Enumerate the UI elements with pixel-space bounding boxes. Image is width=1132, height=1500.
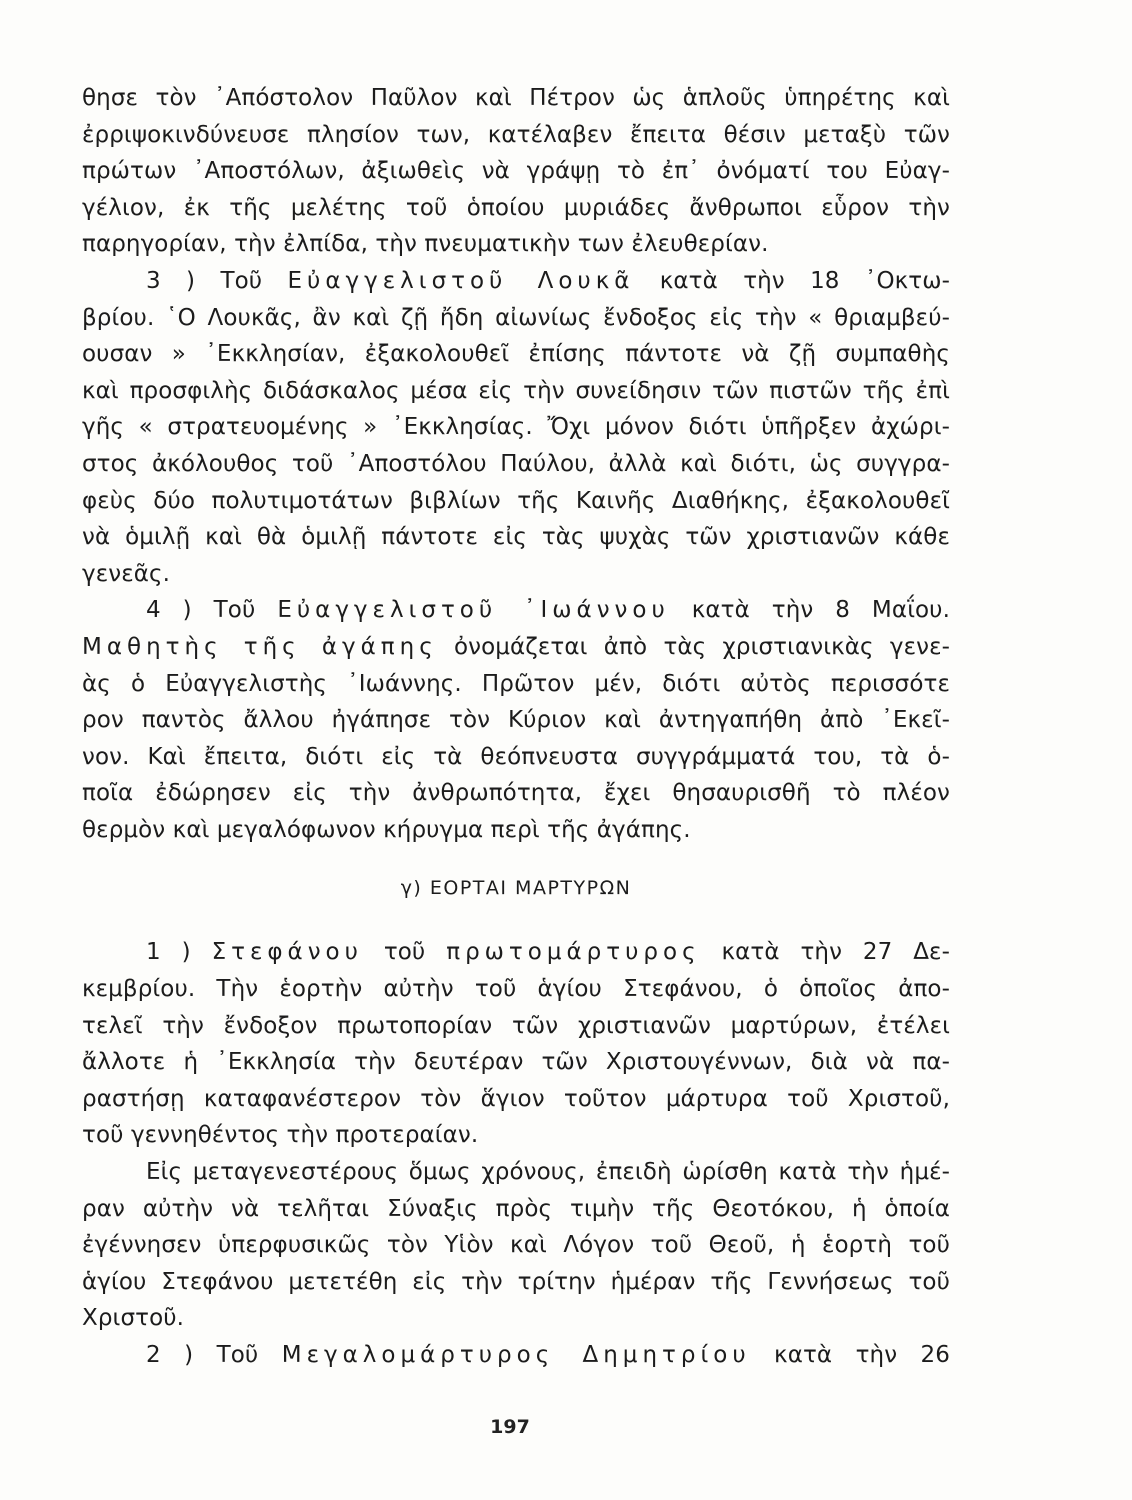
item-heading-demetrius bbox=[82, 1337, 950, 1374]
text-line: γέλιον, ἐκ τῆς μελέτης τοῦ ὁποίου μυριάδες ἄνθρωποι εὗρον τὴν bbox=[82, 194, 950, 221]
text-line: καὶ προσφιλὴς διδάσκαλος μέσα εἰς τὴν συνείδησιν τῶν πιστῶν τῆς ἐπὶ bbox=[82, 377, 950, 404]
text-line: βρίου. ῾Ο Λουκᾶς, ἂν καὶ ζῇ ἤδη αἰωνίως ἔνδοξος εἰς τὴν « θριαμβεύ- bbox=[82, 304, 950, 331]
paragraph-stephen-later bbox=[82, 1154, 950, 1337]
text-line: γενεᾶς. bbox=[82, 560, 170, 587]
text-line: ρον παντὸς ἄλλου ἠγάπησε τὸν Κύριον καὶ ἀντηγαπήθη ἀπὸ ᾿Εκεῖ- bbox=[82, 707, 950, 734]
item-heading-luke bbox=[82, 263, 950, 300]
item-word: Τοῦ bbox=[220, 267, 263, 294]
text-line: ἁγίου Στεφάνου μετετέθη εἰς τὴν τρίτην ἡμέραν τῆς Γεννήσεως τοῦ bbox=[82, 1268, 950, 1295]
item-rest: κατὰ τὴν 8 Μαΐου. bbox=[691, 597, 950, 624]
paragraph-john bbox=[82, 592, 950, 848]
text-line: Χριστοῦ. bbox=[82, 1305, 185, 1332]
text-line: θησε τὸν ᾿Απόστολον Παῦλον καὶ Πέτρον ὡς ἁπλοῦς ὑπηρέτης καὶ bbox=[82, 85, 950, 111]
text-line: ὰς ὁ Εὐαγγελιστὴς ᾿Ιωάννης. Πρῶτον μέν, διότι αὐτὸς περισσότε bbox=[82, 670, 950, 697]
text-line: ουσαν » ᾿Εκκλησίαν, ἐξακολουθεῖ ἐπίσης πάντοτε νὰ ζῇ συμπαθὴς bbox=[82, 341, 950, 368]
item-number: 4 ) bbox=[146, 597, 192, 624]
text-line: ἐγέννησεν ὑπερφυσικῶς τὸν Υἱὸν καὶ Λόγον τοῦ Θεοῦ, ἡ ἑορτὴ τοῦ bbox=[82, 1232, 950, 1259]
text-line: ραν αὐτὴν νὰ τελῆται Σύναξις πρὸς τιμὴν τῆς Θεοτόκου, ἡ ὁποία bbox=[82, 1195, 950, 1222]
item-name: Εὐαγγελιστοῦ Λουκᾶ bbox=[287, 267, 635, 294]
text-line: παρηγορίαν, τὴν ἐλπίδα, τὴν πνευματικὴν των ἐλευθερίαν. bbox=[82, 231, 769, 258]
item-name: Εὐαγγελιστοῦ ᾿Ιωάννου bbox=[277, 597, 670, 624]
item-rest: κατὰ τὴν 27 Δε- bbox=[721, 939, 950, 966]
item-title: πρωτομάρτυρος bbox=[446, 939, 701, 966]
item-name: Μεγαλομάρτυρος Δημητρίου bbox=[281, 1342, 751, 1368]
text-line: κεμβρίου. Τὴν ἑορτὴν αὐτὴν τοῦ ἁγίου Στεφάνου, ὁ ὁποῖος ἀπο- bbox=[82, 976, 950, 1003]
paragraph-stephen bbox=[82, 934, 950, 1154]
page-body bbox=[82, 80, 950, 1374]
paragraph-luke bbox=[82, 263, 950, 592]
text-line: Εἰς μεταγενεστέρους ὅμως χρόνους, ἐπειδὴ ὡρίσθη κατὰ τὴν ἡμέ- bbox=[146, 1159, 950, 1186]
text-line: νὰ ὁμιλῇ καὶ θὰ ὁμιλῇ πάντοτε εἰς τὰς ψυχὰς τῶν χριστιανῶν κάθε bbox=[82, 524, 950, 551]
text-line: ραστήσῃ καταφανέστερον τὸν ἅγιον τοῦτον μάρτυρα τοῦ Χριστοῦ, bbox=[82, 1085, 950, 1112]
paragraph-apostle-continuation bbox=[82, 80, 950, 263]
item-rest: κατὰ τὴν 26 bbox=[774, 1342, 950, 1368]
item-rest: κατὰ τὴν 18 ᾿Οκτω- bbox=[659, 267, 951, 294]
page-number: 197 bbox=[490, 1416, 530, 1438]
text-line: ποῖα ἐδώρησεν εἰς τὴν ἀνθρωπότητα, ἔχει θησαυρισθῆ τὸ πλέον bbox=[82, 780, 950, 807]
item-word: Τοῦ bbox=[216, 1342, 259, 1368]
item-number: 1 ) bbox=[146, 939, 191, 966]
item-number: 3 ) bbox=[146, 267, 196, 294]
text-line: φεὺς δύο πολυτιμοτάτων βιβλίων τῆς Καινῆς Διαθήκης, ἐξακολουθεῖ bbox=[82, 487, 950, 514]
item-name: Στεφάνου bbox=[211, 939, 363, 966]
item-heading-stephen bbox=[82, 934, 950, 971]
item-heading-john bbox=[82, 592, 950, 629]
paragraph-demetrius bbox=[82, 1337, 950, 1374]
text-line: τελεῖ τὴν ἔνδοξον πρωτοπορίαν τῶν χριστιανῶν μαρτύρων, ἐτέλει bbox=[82, 1012, 950, 1039]
text-line: στος ἀκόλουθος τοῦ ᾿Αποστόλου Παύλου, ἀλλὰ καὶ διότι, ὡς συγγρα- bbox=[82, 450, 950, 477]
text-line: θερμὸν καὶ μεγαλόφωνον κήρυγμα περὶ τῆς ἀγάπης. bbox=[82, 816, 691, 843]
item-number: 2 ) bbox=[146, 1342, 194, 1368]
text-line: ἐρριψοκινδύνευσε πλησίον των, κατέλαβεν ἔπειτα θέσιν μεταξὺ τῶν bbox=[82, 121, 950, 148]
text-line: ἄλλοτε ἡ ᾿Εκκλησία τὴν δευτέραν τῶν Χριστουγέννων, διὰ νὰ πα- bbox=[82, 1049, 950, 1076]
text-line: πρώτων ᾿Αποστόλων, ἀξιωθεὶς νὰ γράψῃ τὸ ἐπ᾿ ὀνόματί του Εὐαγ- bbox=[82, 158, 950, 185]
text-fragment: ὀνομάζεται ἀπὸ τὰς χριστιανικὰς γενε- bbox=[454, 633, 951, 660]
section-heading: γ) ΕΟΡΤΑΙ ΜΑΡΤΥΡΩΝ bbox=[400, 877, 632, 900]
item-word: τοῦ bbox=[383, 939, 426, 966]
item-word: Τοῦ bbox=[213, 597, 256, 624]
text-line: τοῦ γεννηθέντος τὴν προτεραίαν. bbox=[82, 1122, 479, 1149]
text-line bbox=[82, 629, 950, 666]
spaced-phrase: Μαθητὴς τῆς ἀγάπης bbox=[82, 633, 438, 660]
text-line: νον. Καὶ ἔπειτα, διότι εἰς τὰ θεόπνευστα συγγράμματά του, τὰ ὁ- bbox=[82, 743, 950, 770]
text-line: γῆς « στρατευομένης » ᾿Εκκλησίας. Ὄχι μόνον διότι ὑπῆρξεν ἀχώρι- bbox=[82, 414, 950, 441]
